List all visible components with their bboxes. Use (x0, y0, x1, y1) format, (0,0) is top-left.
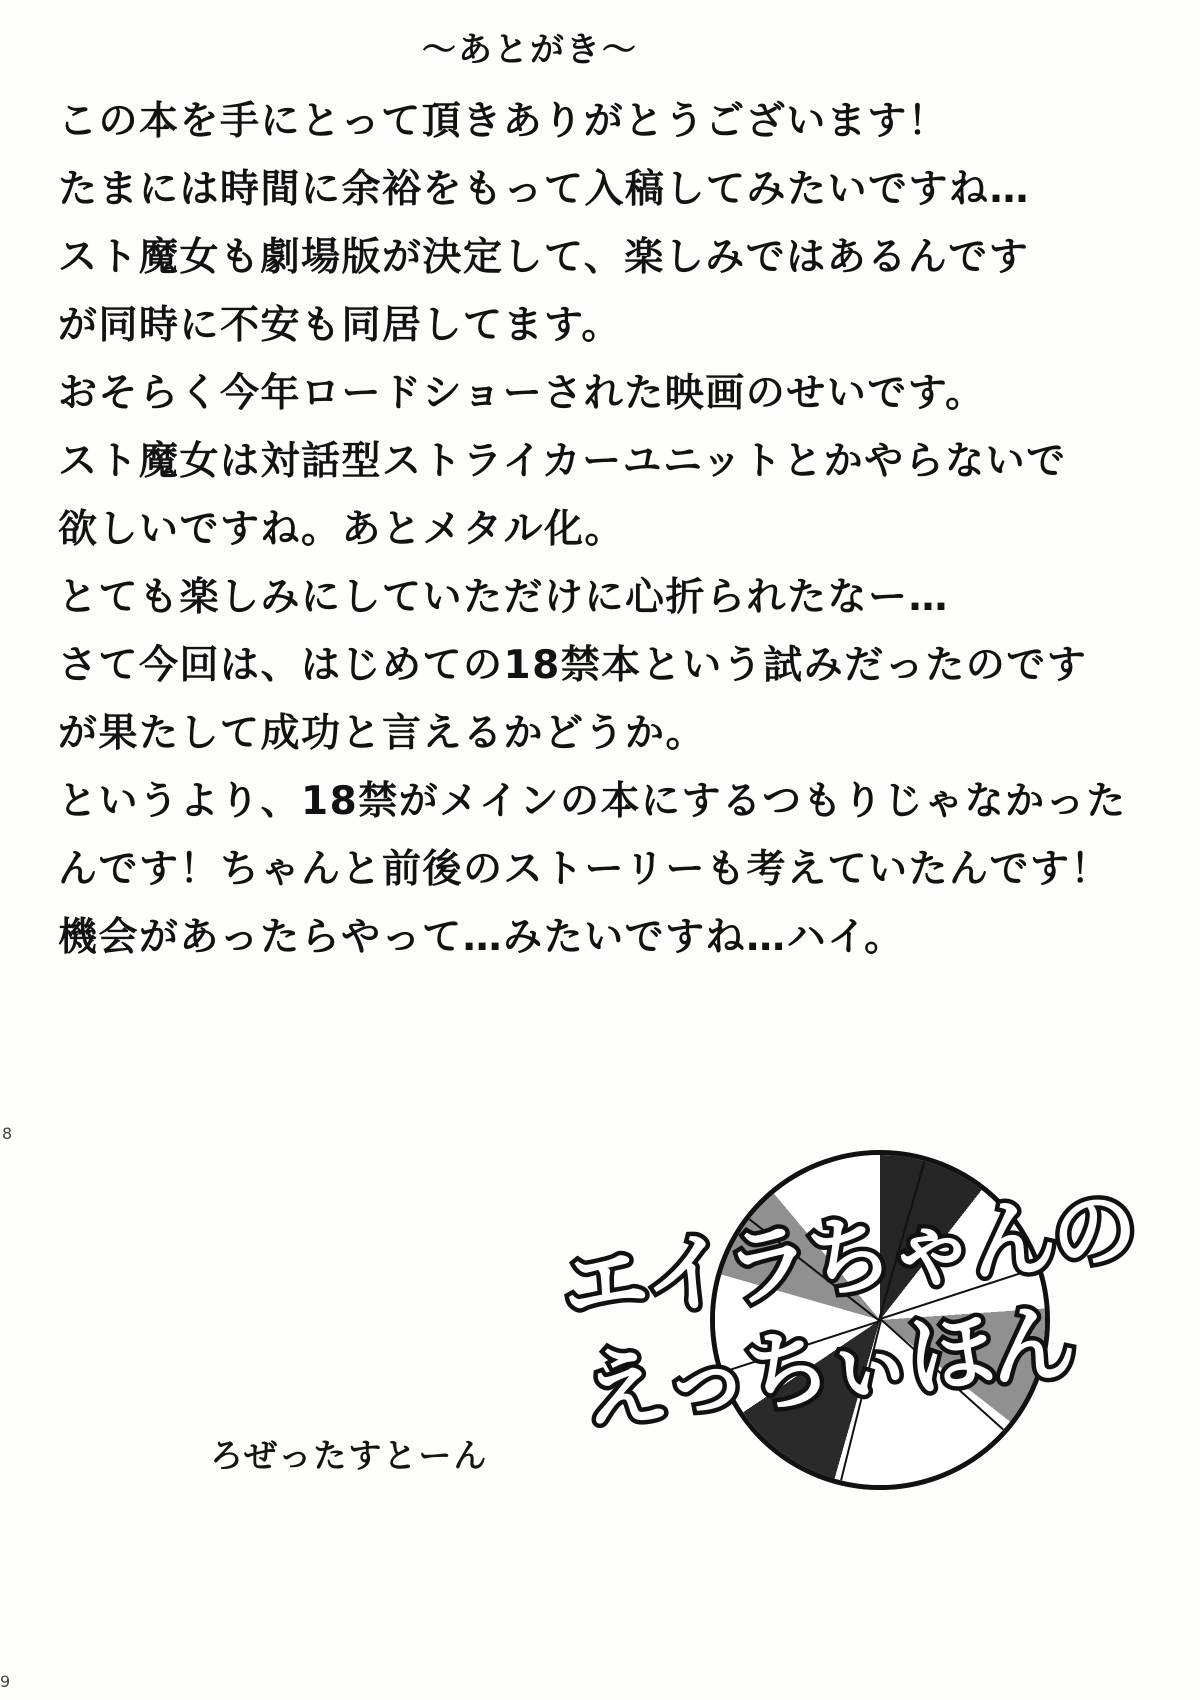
afterword-line: さて今回は、はじめての18禁本という試みだったのです (58, 643, 1088, 688)
title-logo (520, 1130, 1139, 1560)
afterword-line: んです！ちゃんと前後のストーリーも考えていたんです！ (58, 847, 1112, 892)
page-number-bottom: 9 (0, 1672, 11, 1691)
logo-line-1: エイラちゃんの (557, 1178, 1139, 1338)
afterword-line: スト魔女は対話型ストライカーユニットとかやらないで (58, 439, 1067, 484)
afterword-line: 機会があったらやって…みたいですね…ハイ。 (58, 915, 905, 960)
afterword-line: たまには時間に余裕をもって入稿してみたいですね… (58, 167, 1031, 212)
afterword-line: というより、18禁がメインの本にするつもりじゃなかった (58, 779, 1127, 824)
afterword-line: が果たして成功と言えるかどうか。 (58, 711, 707, 756)
page-number-top: 8 (2, 1124, 13, 1143)
afterword-line: 欲しいですね。あとメタル化。 (58, 507, 626, 552)
afterword-line: この本を手にとって頂きありがとうございます！ (58, 99, 949, 144)
afterword-body (58, 88, 1127, 972)
author-signature: ろぜったすとーん (210, 1436, 489, 1475)
afterword-line: が同時に不安も同居してます。 (58, 303, 622, 348)
afterword-title: 〜あとがき〜 (422, 30, 638, 70)
afterword-line: おそらく今年ロードショーされた映画のせいです。 (58, 371, 986, 416)
logo-line-2: えっちぃほん (576, 1292, 1077, 1444)
afterword-line: スト魔女も劇場版が決定して、楽しみではあるんです (58, 235, 1030, 280)
afterword-line: とても楽しみにしていただけに心折られたなー… (58, 575, 950, 620)
logo-text (520, 1170, 1139, 1470)
